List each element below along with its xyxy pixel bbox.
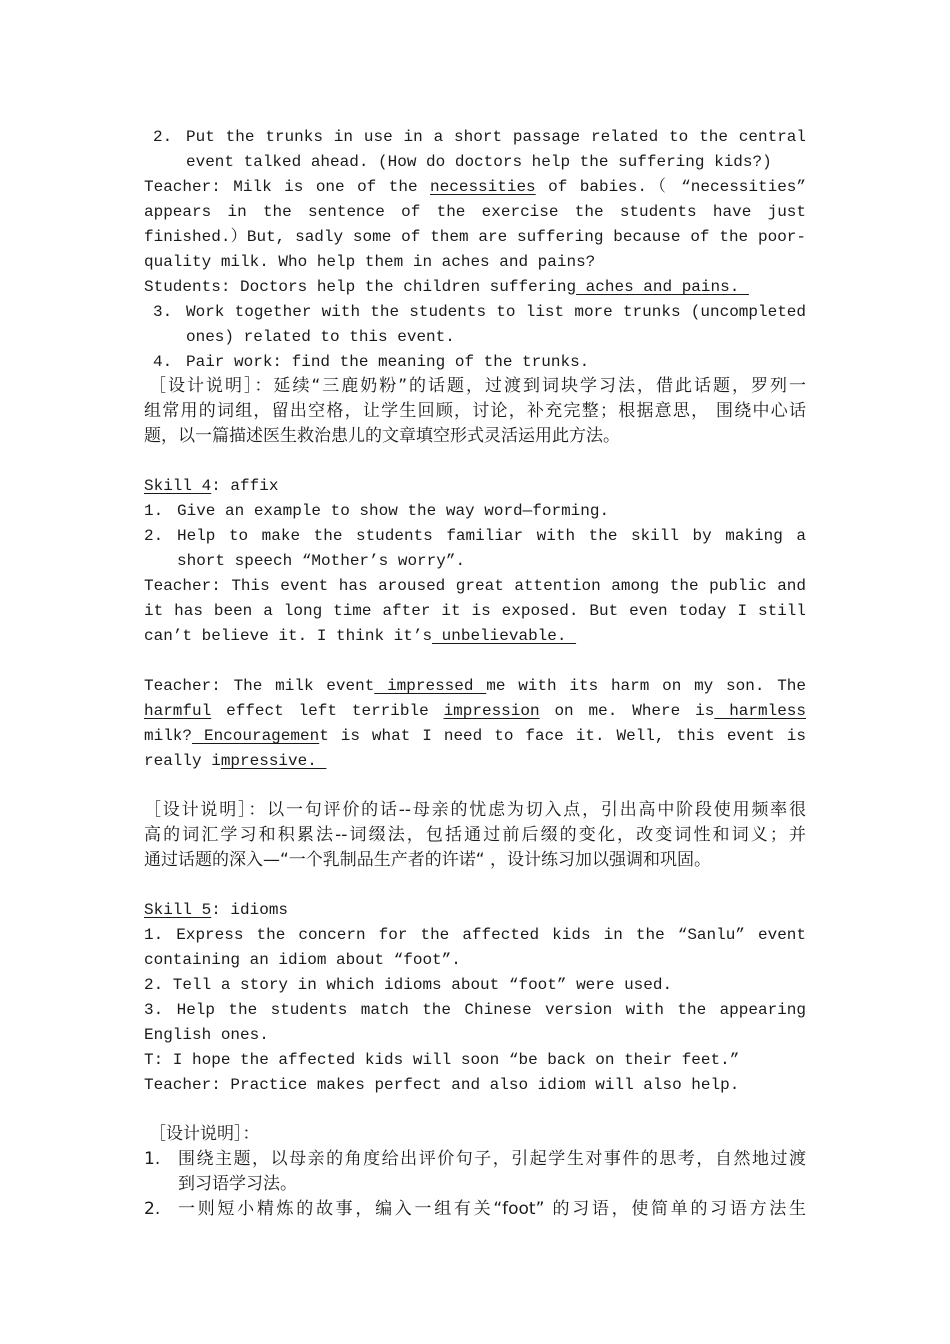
note-line: 题，以一篇描述医生救治患儿的文章填空形式灵活运用此方法。 [144,426,620,446]
dialogue-line: can’t believe it. I think it’s unbelievable. [144,627,577,645]
note-line: 通过话题的深入—“一个乳制品生产者的许诺“ ，设计练习加以强调和巩固。 [144,850,712,870]
note-line: ［设计说明］：延续“三鹿奶粉”的话题，过渡到词块学习法，借此话题，罗列一 [149,376,806,396]
paragraph-line: 2. Tell a story in which idioms about “foot” were used. [144,976,673,994]
list-item-text: Help to make the students familiar with the skill by making a [177,527,806,545]
underlined-word: necessities [430,178,536,196]
list-item-text: Pair work: find the meaning of the trunks. [186,353,590,371]
dialogue-line: Teacher: Milk is one of the necessities of babies.（ “necessities” [144,178,806,196]
paragraph-line: 1. Express the concern for the affected kids in the “Sanlu” event [144,926,806,944]
list-number: 2. [144,527,164,545]
underlined-word: Encouragemen [192,727,320,745]
list-item-text: ones) related to this event. [186,328,455,346]
list-item-text: Give an example to show the way word—forming. [177,502,610,520]
paragraph-line: containing an idiom about “foot”. [144,951,461,969]
note-heading: ［设计说明］： [149,1124,260,1144]
underlined-word: mpressive. [220,752,327,770]
dialogue-line: harmful effect left terrible impression on me. Where is harmless [144,702,806,720]
underlined-word: unbelievable. [432,627,577,645]
note-line: 高的词汇学习和积累法--词缀法，包括通过前后缀的变化，改变词性和词义；并 [144,825,806,845]
paragraph-line: 3. Help the students match the Chinese version with the appearing [144,1001,806,1019]
list-item-text: short speech “Mother’s worry”. [177,552,466,570]
dialogue-line: finished.）But, sadly some of them are suffering because of the poor- [144,228,806,246]
underlined-word: impression [443,702,540,720]
list-item-text: event talked ahead. (How do doctors help the suffering kids?) [186,153,772,171]
dialogue-line: Teacher: This event has aroused great attention among the public and [144,577,806,595]
dialogue-line: T: I hope the affected kids will soon “be back on their feet.” [144,1051,740,1069]
dialogue-line: Teacher: Practice makes perfect and also idiom will also help. [144,1076,740,1094]
underlined-word: harmless [714,702,806,720]
list-item-text: Work together with the students to list more trunks (uncompleted [186,303,806,321]
note-line: ［设计说明］：以一句评价的话--母亲的忧虑为切入点，引出高中阶段使用频率很 [144,800,806,820]
list-number: 3. [153,303,173,321]
note-line: 围绕主题，以母亲的角度给出评价句子，引起学生对事件的思考，自然地过渡 [178,1149,806,1169]
list-number: 4. [153,353,173,371]
list-number: 2. [144,1199,161,1219]
list-number: 2. [153,128,173,146]
dialogue-line: quality milk. Who help them in aches and pains? [144,253,596,271]
note-line: 一则短小精炼的故事，编入一组有关“foot” 的习语，使简单的习语方法生 [178,1199,806,1219]
list-number: 1. [144,502,164,520]
dialogue-line: appears in the sentence of the exercise the students have just [144,203,806,221]
dialogue-line: really impressive. [144,752,327,770]
students-dialogue: Students: Doctors help the children suffering aches and pains. [144,278,749,296]
dialogue-line: milk? Encouragement is what I need to face it. Well, this event is [144,727,806,745]
underlined-word: harmful [144,702,212,720]
list-number: 1. [144,1149,161,1169]
note-line: 组常用的词组，留出空格，让学生回顾，讨论，补充完整；根据意思， 围绕中心话 [144,401,806,421]
paragraph-line: English ones. [144,1026,269,1044]
section-heading-skill-4: Skill 4: affix [144,477,279,495]
section-heading-skill-5: Skill 5: idioms [144,901,289,919]
underlined-word: impressed [374,677,487,695]
list-item-text: Put the trunks in use in a short passage related to the central [186,128,806,146]
note-line: 到习语学习法。 [178,1174,297,1194]
underlined-answer: aches and pains. [576,278,749,296]
dialogue-line: Teacher: The milk event impressed me with its harm on my son. The [144,677,806,695]
dialogue-line: it has been a long time after it is exposed. But even today I still [144,602,806,620]
